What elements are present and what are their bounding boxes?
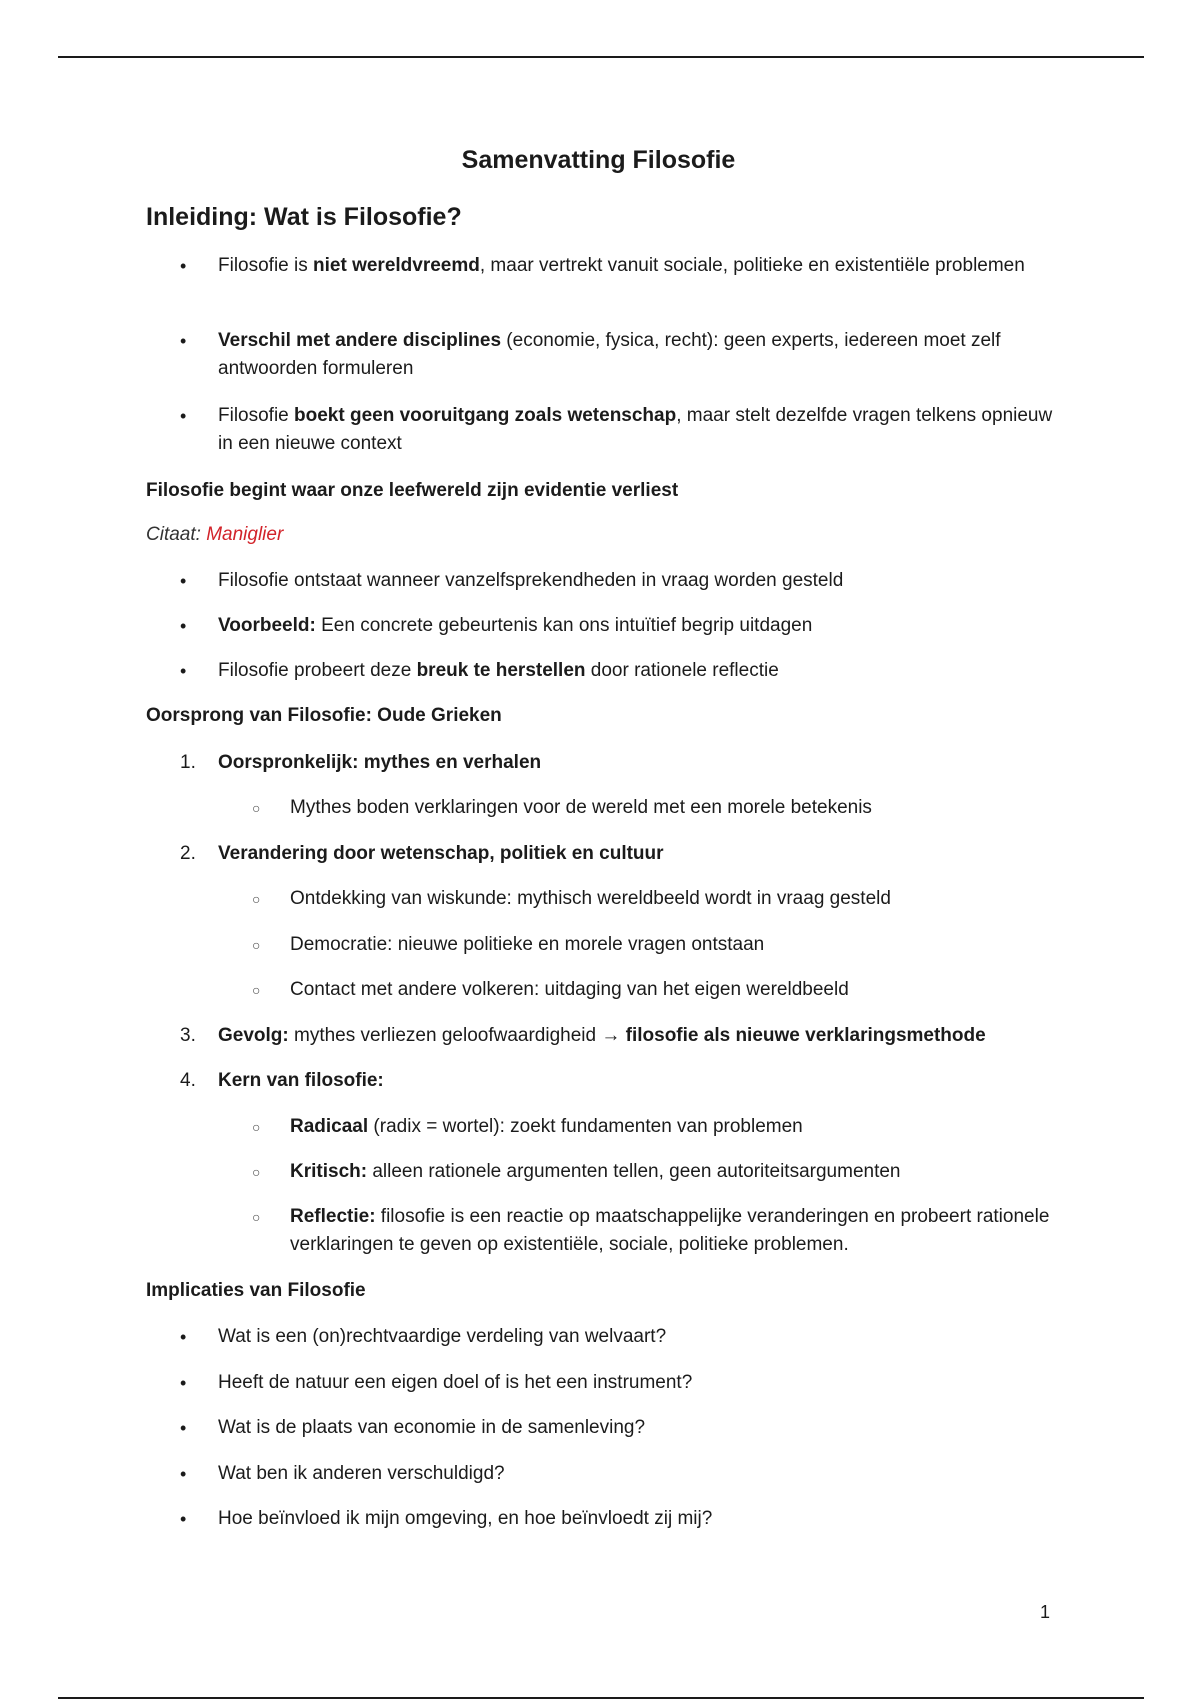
numbered-item: 3. Gevolg: mythes verliezen geloofwaardigheid → filosofie als nieuwe verklaringsmethode — [180, 1025, 986, 1046]
quote-line: Citaat: Maniglier — [146, 524, 284, 545]
circle-bullet-icon: ○ — [252, 1164, 261, 1180]
list-item: • Filosofie is niet wereldvreemd, maar vertrekt vanuit sociale, politieke en existentiële problemen — [218, 252, 1058, 280]
quote-author: Maniglier — [206, 524, 284, 545]
sub-item: ○ Kritisch: alleen rationele argumenten tellen, geen autoriteitsargumenten — [290, 1158, 1050, 1186]
circle-bullet-icon: ○ — [252, 937, 261, 953]
circle-bullet-icon: ○ — [252, 1209, 261, 1225]
page-number: 1 — [1040, 1602, 1051, 1622]
list-item: • Wat is een (on)rechtvaardige verdeling van welvaart? — [218, 1323, 1058, 1351]
top-rule — [58, 56, 1144, 58]
list-item: • Wat is de plaats van economie in de samenleving? — [218, 1414, 1058, 1442]
sub-item: ○ Radicaal (radix = wortel): zoekt fundamenten van problemen — [290, 1113, 1050, 1141]
heading-evidence: Filosofie begint waar onze leefwereld zijn evidentie verliest — [146, 480, 679, 501]
heading-origin: Oorsprong van Filosofie: Oude Grieken — [146, 705, 502, 726]
sub-item: ○ Contact met andere volkeren: uitdaging van het eigen wereldbeeld — [290, 976, 1050, 1004]
circle-bullet-icon: ○ — [252, 1119, 261, 1135]
bottom-rule — [58, 1697, 1144, 1699]
document-title: Samenvatting Filosofie — [461, 146, 736, 174]
sub-item: ○ Ontdekking van wiskunde: mythisch wereldbeeld wordt in vraag gesteld — [290, 885, 1050, 913]
list-item: • Voorbeeld: Een concrete gebeurtenis kan ons intuïtief begrip uitdagen — [218, 612, 1058, 640]
sub-item: ○ Reflectie: filosofie is een reactie op maatschappelijke veranderingen en probeert rationele verklaringen te geven op existentiële, sociale, politieke problemen. — [290, 1203, 1050, 1259]
list-item: • Filosofie boekt geen vooruitgang zoals wetenschap, maar stelt dezelfde vragen telkens opnieuw in een nieuwe context — [218, 402, 1058, 458]
numbered-item: 1. Oorspronkelijk: mythes en verhalen — [180, 752, 542, 773]
list-item: • Verschil met andere disciplines (economie, fysica, recht): geen experts, iedereen moet zelf antwoorden formuleren — [218, 327, 1058, 383]
circle-bullet-icon: ○ — [252, 800, 261, 816]
sub-item: ○ Democratie: nieuwe politieke en morele vragen ontstaan — [290, 931, 1050, 959]
list-item: • Wat ben ik anderen verschuldigd? — [218, 1460, 1058, 1488]
list-item: • Filosofie probeert deze breuk te herstellen door rationele reflectie — [218, 657, 1058, 685]
list-item: • Hoe beïnvloed ik mijn omgeving, en hoe beïnvloedt zij mij? — [218, 1505, 1058, 1533]
numbered-item: 4. Kern van filosofie: — [180, 1070, 384, 1091]
list-item: • Filosofie ontstaat wanneer vanzelfsprekendheden in vraag worden gesteld — [218, 567, 1058, 595]
sub-item: ○ Mythes boden verklaringen voor de wereld met een morele betekenis — [290, 794, 1050, 822]
numbered-item: 2. Verandering door wetenschap, politiek en cultuur — [180, 843, 664, 864]
list-item: • Heeft de natuur een eigen doel of is het een instrument? — [218, 1369, 1058, 1397]
circle-bullet-icon: ○ — [252, 982, 261, 998]
circle-bullet-icon: ○ — [252, 891, 261, 907]
heading-introduction: Inleiding: Wat is Filosofie? — [146, 203, 462, 231]
heading-implications: Implicaties van Filosofie — [146, 1280, 366, 1301]
